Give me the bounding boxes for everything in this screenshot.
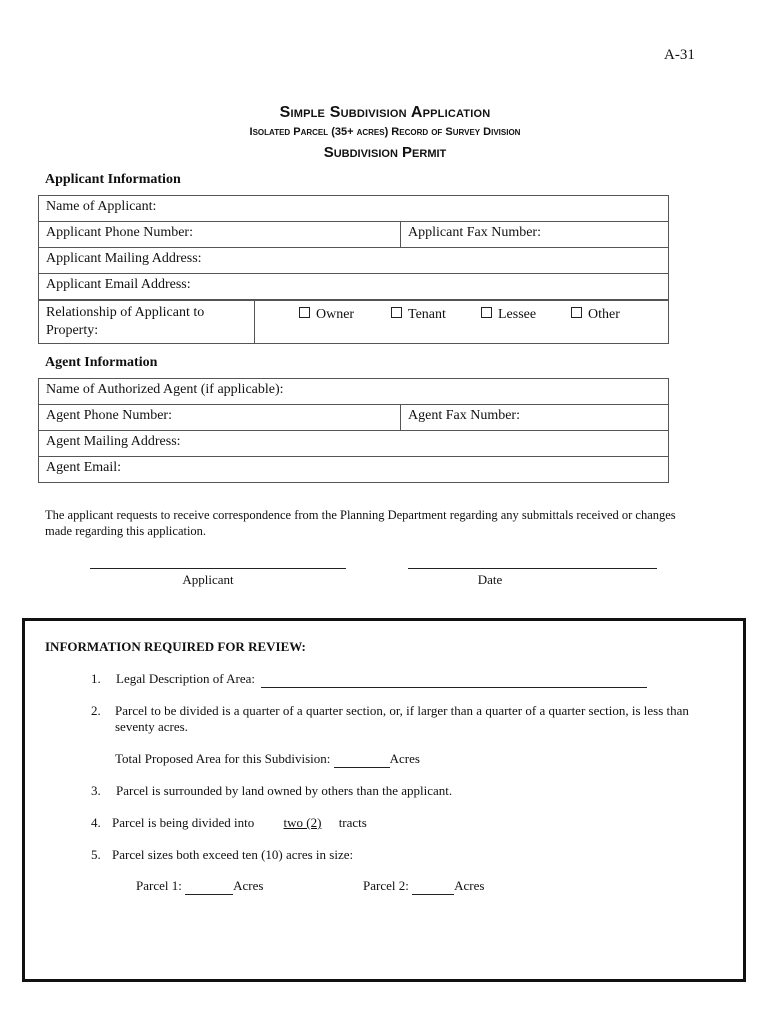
agent-phone-field[interactable] bbox=[39, 405, 401, 431]
parcel-2-label: Parcel 2: bbox=[363, 878, 409, 893]
parcel-2-acres: Acres bbox=[454, 878, 485, 893]
item-5-text: Parcel sizes both exceed ten (10) acres in size: bbox=[112, 847, 354, 862]
item-4-number: 4. bbox=[91, 815, 101, 830]
parcel-2-field[interactable] bbox=[412, 878, 454, 895]
agent-name-label: Name of Authorized Agent (if applicable): bbox=[46, 382, 284, 397]
tract-count-field[interactable]: two (2) bbox=[283, 815, 322, 830]
parcel-1-acres: Acres bbox=[233, 878, 264, 893]
other-label: Other bbox=[588, 307, 620, 322]
item-4-pre: Parcel is being divided into bbox=[112, 815, 255, 830]
item-5-number: 5. bbox=[91, 847, 101, 862]
applicant-signature-line[interactable] bbox=[90, 568, 346, 569]
agent-mailing-label: Agent Mailing Address: bbox=[46, 434, 181, 449]
item-1-number: 1. bbox=[91, 671, 101, 686]
review-item-1 bbox=[91, 671, 647, 688]
agent-section-heading: Agent Information bbox=[45, 355, 158, 370]
option-other[interactable] bbox=[571, 307, 620, 323]
tenant-checkbox[interactable] bbox=[391, 307, 402, 318]
parcel-1-field[interactable] bbox=[185, 878, 233, 895]
relationship-options bbox=[255, 301, 669, 344]
relationship-label-cell bbox=[39, 301, 255, 344]
lessee-label: Lessee bbox=[498, 307, 537, 322]
item-4-post: tracts bbox=[338, 815, 367, 830]
total-area-field[interactable] bbox=[334, 751, 390, 768]
relationship-table bbox=[38, 300, 669, 344]
review-item-2-text: Parcel to be divided is a quarter of a quarter section, or, if larger than a quarter of a quarter section, is less than seventy acres. bbox=[115, 703, 689, 734]
applicant-phone-field[interactable] bbox=[39, 222, 401, 248]
applicant-table bbox=[38, 195, 669, 300]
total-area-line bbox=[115, 751, 420, 768]
agent-table bbox=[38, 378, 669, 483]
legal-description-field[interactable] bbox=[261, 671, 647, 688]
lessee-checkbox[interactable] bbox=[481, 307, 492, 318]
agent-phone-label: Agent Phone Number: bbox=[46, 408, 172, 423]
applicant-phone-label: Applicant Phone Number: bbox=[46, 225, 193, 240]
tenant-label: Tenant bbox=[408, 307, 446, 322]
item-3-number: 3. bbox=[91, 783, 101, 798]
review-item-4 bbox=[91, 815, 367, 831]
agent-mailing-field[interactable] bbox=[39, 431, 669, 457]
applicant-signature-label: Applicant bbox=[182, 572, 234, 587]
agent-fax-label: Agent Fax Number: bbox=[408, 408, 520, 423]
agent-email-label: Agent Email: bbox=[46, 460, 122, 475]
page-number: A-31 bbox=[664, 47, 695, 63]
review-heading: INFORMATION REQUIRED FOR REVIEW: bbox=[45, 639, 306, 654]
applicant-email-field[interactable] bbox=[39, 274, 669, 300]
applicant-mailing-field[interactable] bbox=[39, 248, 669, 274]
review-item-5 bbox=[91, 847, 353, 863]
parcel-1-label: Parcel 1: bbox=[136, 878, 182, 893]
review-item-2-number: 2. bbox=[91, 703, 101, 718]
parcel-1-line bbox=[136, 878, 263, 895]
applicant-fax-field[interactable] bbox=[401, 222, 669, 248]
agent-fax-field[interactable] bbox=[401, 405, 669, 431]
correspondence-statement: The applicant requests to receive correspondence from the Planning Department regarding any submittals received or changes made regarding this application. bbox=[45, 508, 676, 538]
form-title: Simple Subdivision Application bbox=[279, 104, 491, 121]
applicant-email-label: Applicant Email Address: bbox=[46, 277, 191, 292]
applicant-fax-label: Applicant Fax Number: bbox=[408, 225, 541, 240]
total-area-label: Total Proposed Area for this Subdivision: bbox=[115, 751, 331, 766]
item-3-text: Parcel is surrounded by land owned by others than the applicant. bbox=[116, 783, 453, 798]
option-lessee[interactable] bbox=[481, 307, 536, 323]
agent-name-field[interactable] bbox=[39, 379, 669, 405]
option-tenant[interactable] bbox=[391, 307, 446, 323]
owner-label: Owner bbox=[316, 307, 355, 322]
agent-email-field[interactable] bbox=[39, 457, 669, 483]
item-1-text: Legal Description of Area: bbox=[116, 671, 255, 686]
date-signature-label: Date bbox=[477, 572, 503, 587]
applicant-name-field[interactable] bbox=[39, 196, 669, 222]
option-owner[interactable] bbox=[299, 307, 354, 323]
date-signature-line[interactable] bbox=[408, 568, 657, 569]
owner-checkbox[interactable] bbox=[299, 307, 310, 318]
parcel-2-line bbox=[363, 878, 484, 895]
relationship-label: Relationship of Applicant to Property: bbox=[46, 305, 205, 338]
applicant-name-label: Name of Applicant: bbox=[46, 199, 157, 214]
review-box bbox=[22, 618, 746, 982]
other-checkbox[interactable] bbox=[571, 307, 582, 318]
applicant-mailing-label: Applicant Mailing Address: bbox=[46, 251, 202, 266]
review-item-3 bbox=[91, 783, 452, 799]
applicant-section-heading: Applicant Information bbox=[45, 172, 181, 187]
total-area-acres: Acres bbox=[389, 751, 420, 766]
form-subtitle-permit: Subdivision Permit bbox=[323, 144, 447, 161]
form-subtitle: Isolated Parcel (35+ acres) Record of Survey Division bbox=[249, 126, 521, 138]
